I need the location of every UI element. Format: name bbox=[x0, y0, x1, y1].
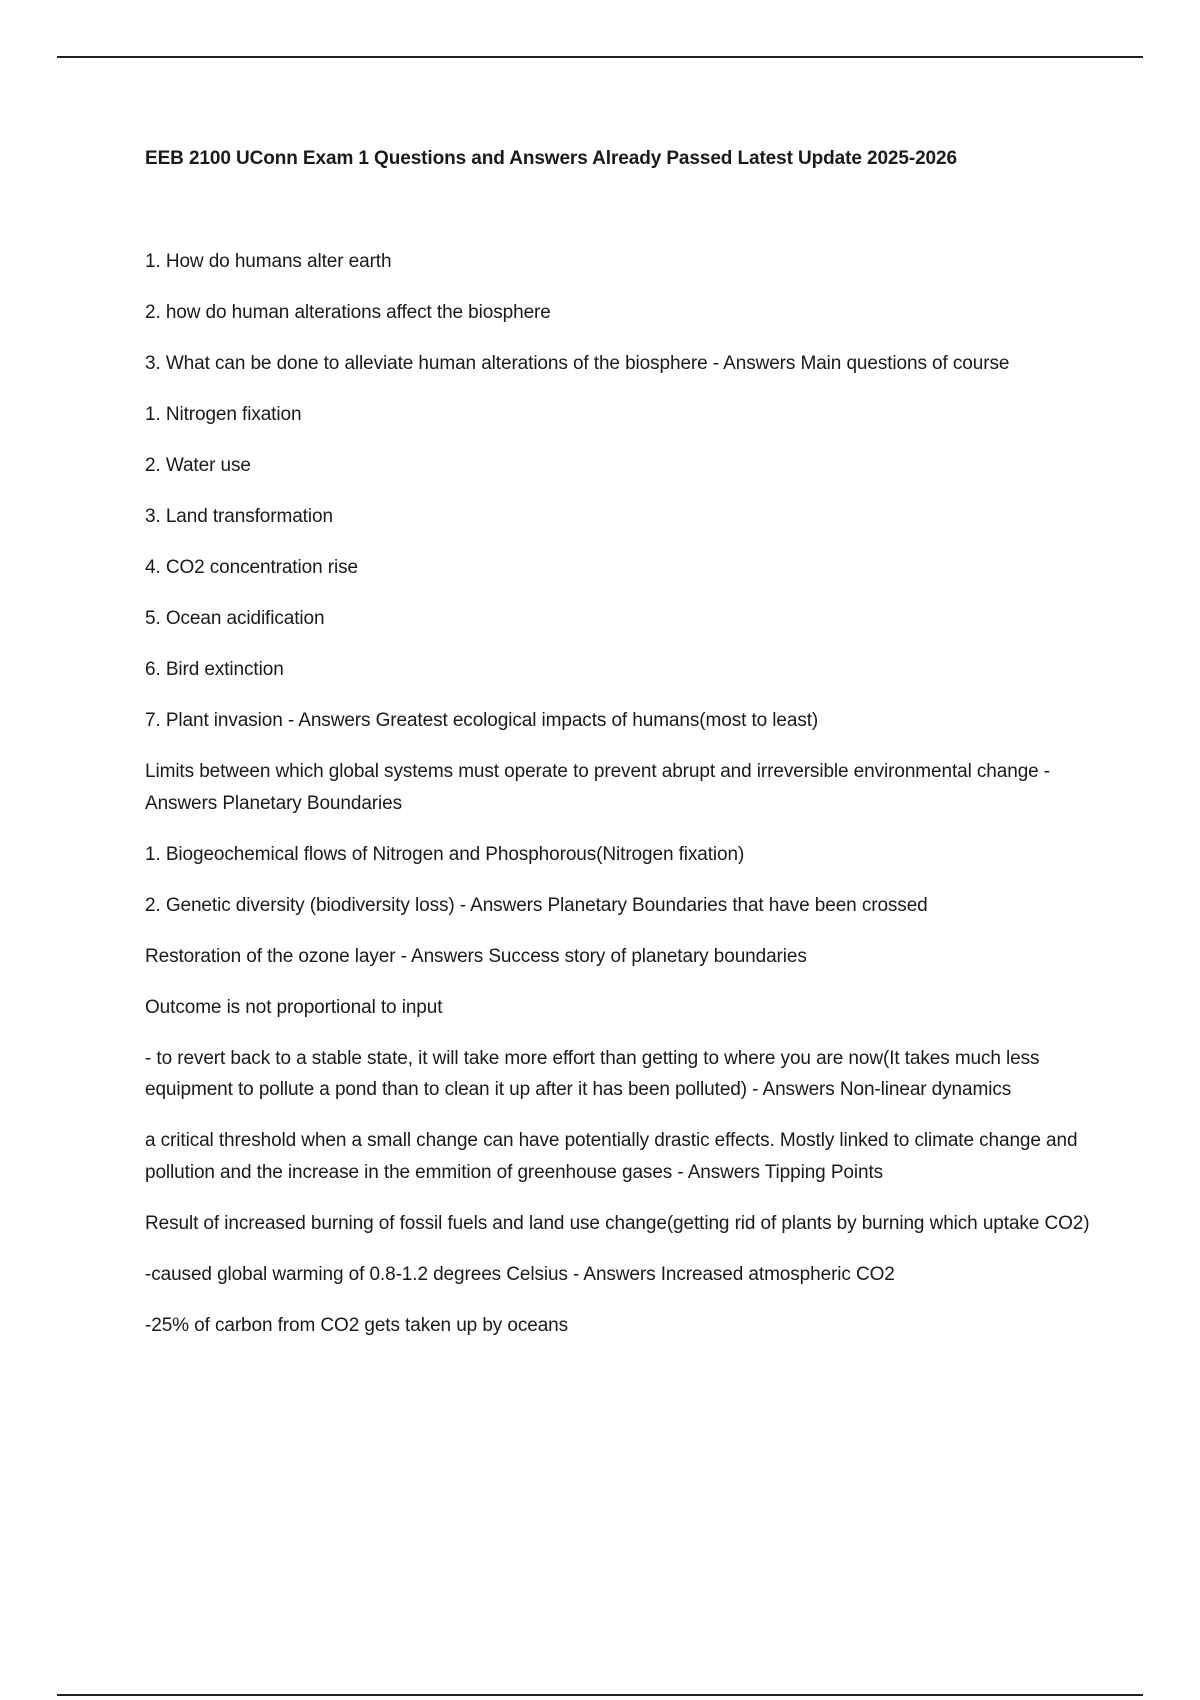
paragraph: Outcome is not proportional to input bbox=[145, 996, 443, 1018]
paragraph: 4. CO2 concentration rise bbox=[145, 557, 358, 578]
paragraph: 5. Ocean acidification bbox=[145, 608, 325, 629]
paragraph: a critical threshold when a small change can have potentially drastic effects. Mostly linked to climate change and pollution and the increase in the emmition of greenhouse gases - Answers Tipping Points bbox=[145, 1130, 1078, 1183]
paragraph: 3. Land transformation bbox=[145, 506, 333, 527]
paragraph: 2. Water use bbox=[145, 455, 251, 476]
paragraph: 7. Plant invasion - Answers Greatest ecological impacts of humans(most to least) bbox=[145, 710, 819, 731]
document-body bbox=[145, 246, 1095, 1361]
top-rule bbox=[57, 56, 1143, 58]
paragraph: Restoration of the ozone layer - Answers Success story of planetary boundaries bbox=[145, 945, 807, 967]
paragraph: 2. how do human alterations affect the biosphere bbox=[145, 302, 551, 323]
paragraph: 1. Nitrogen fixation bbox=[145, 404, 302, 425]
document-title: EEB 2100 UConn Exam 1 Questions and Answers Already Passed Latest Update 2025-2026 bbox=[145, 148, 957, 169]
paragraph: - to revert back to a stable state, it will take more effort than getting to where you are now(It takes much less equipment to pollute a pond than to clean it up after it has been polluted) - Answers Non-linear dynamics bbox=[145, 1047, 1040, 1100]
paragraph: Limits between which global systems must operate to prevent abrupt and irreversible environmental change - Answers Planetary Boundaries bbox=[145, 761, 1051, 814]
paragraph: 6. Bird extinction bbox=[145, 659, 284, 680]
paragraph: 2. Genetic diversity (biodiversity loss) - Answers Planetary Boundaries that have been crossed bbox=[145, 894, 928, 916]
paragraph: 3. What can be done to alleviate human alterations of the biosphere - Answers Main questions of course bbox=[145, 353, 1010, 374]
paragraph: -caused global warming of 0.8-1.2 degrees Celsius - Answers Increased atmospheric CO2 bbox=[145, 1263, 895, 1285]
paragraph: 1. How do humans alter earth bbox=[145, 251, 392, 272]
paragraph: Result of increased burning of fossil fuels and land use change(getting rid of plants by burning which uptake CO2) bbox=[145, 1212, 1090, 1234]
paragraph: 1. Biogeochemical flows of Nitrogen and Phosphorous(Nitrogen fixation) bbox=[145, 843, 745, 865]
paragraph: -25% of carbon from CO2 gets taken up by oceans bbox=[145, 1314, 569, 1336]
bottom-rule bbox=[57, 1694, 1143, 1696]
